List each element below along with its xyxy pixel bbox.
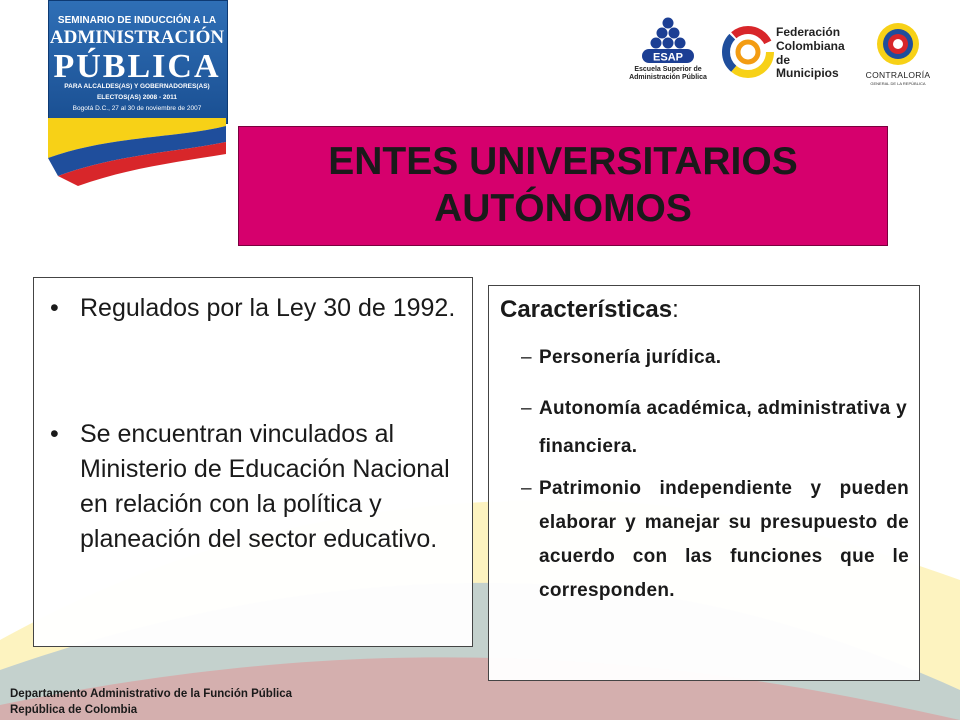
bullet-text: Se encuentran vinculados al Ministerio de Educación Nacional en relación con la política y planeación del sector educativo.	[80, 420, 450, 553]
dash-icon: –	[521, 398, 532, 419]
contraloria-subtitle: GENERAL DE LA REPÚBLICA	[870, 81, 926, 86]
dash-icon: –	[521, 478, 532, 499]
badge-line-4: PARA ALCALDES(AS) Y GOBERNADORES(AS)	[64, 83, 210, 90]
characteristics-heading-colon: :	[672, 296, 679, 323]
esap-caption-line-1: Escuela Superior de	[634, 66, 702, 73]
characteristic-item	[521, 472, 909, 608]
fcm-name	[776, 26, 846, 81]
badge-line-2: ADMINISTRACIÓN	[49, 27, 225, 48]
footer-line-1: Departamento Administrativo de la Función Pública	[10, 688, 293, 700]
esap-caption	[618, 66, 718, 82]
footer-line-2: República de Colombia	[10, 704, 138, 716]
dash-icon: –	[521, 347, 532, 368]
fcm-line-2: Colombiana	[776, 38, 845, 53]
slide-title: ENTES UNIVERSITARIOS AUTÓNOMOS	[328, 140, 798, 230]
bullet-item	[50, 291, 458, 326]
badge-line-3: PÚBLICA	[53, 48, 221, 85]
contraloria-emblem-icon	[856, 20, 940, 70]
characteristic-text: Personería jurídica.	[539, 347, 722, 368]
contraloria-logo	[856, 20, 940, 92]
esap-acronym: ESAP	[653, 51, 683, 64]
right-content-box	[488, 285, 920, 681]
fcm-swirl-icon	[722, 24, 774, 80]
seminar-badge	[48, 0, 226, 188]
bullet-item	[50, 417, 458, 557]
esap-emblem-icon	[618, 16, 718, 66]
esap-logo	[618, 16, 718, 92]
characteristic-item	[521, 344, 909, 372]
bullet-text: Regulados por la Ley 30 de 1992.	[80, 294, 456, 322]
characteristics-heading-text: Características	[500, 296, 673, 323]
contraloria-name: CONTRALORÍA	[865, 70, 931, 80]
characteristic-item	[521, 390, 909, 466]
bullet-icon: •	[50, 294, 59, 322]
fcm-logo	[722, 24, 846, 84]
left-content-box	[33, 277, 473, 647]
badge-line-5: ELECTOS(AS) 2008 - 2011	[96, 94, 178, 101]
characteristics-heading	[500, 296, 679, 324]
fcm-line-1: Federación	[776, 25, 841, 39]
characteristic-text: Autonomía académica, administrativa y financiera.	[539, 398, 907, 457]
bullet-icon: •	[50, 420, 59, 448]
title-box	[238, 126, 888, 246]
fcm-line-3: de Municipios	[776, 52, 839, 81]
characteristic-text: Patrimonio independiente y pueden elaborar y manejar su presupuesto de acuerdo con las funciones que le corresponden.	[539, 478, 909, 601]
badge-line-1: SEMINARIO DE INDUCCIÓN A LA	[57, 15, 217, 26]
badge-line-6: Bogotá D.C., 27 al 30 de noviembre de 2007	[72, 105, 202, 112]
footer	[10, 686, 292, 718]
badge-flag-ribbon	[48, 118, 226, 188]
esap-caption-line-2: Administración Pública	[629, 74, 707, 82]
